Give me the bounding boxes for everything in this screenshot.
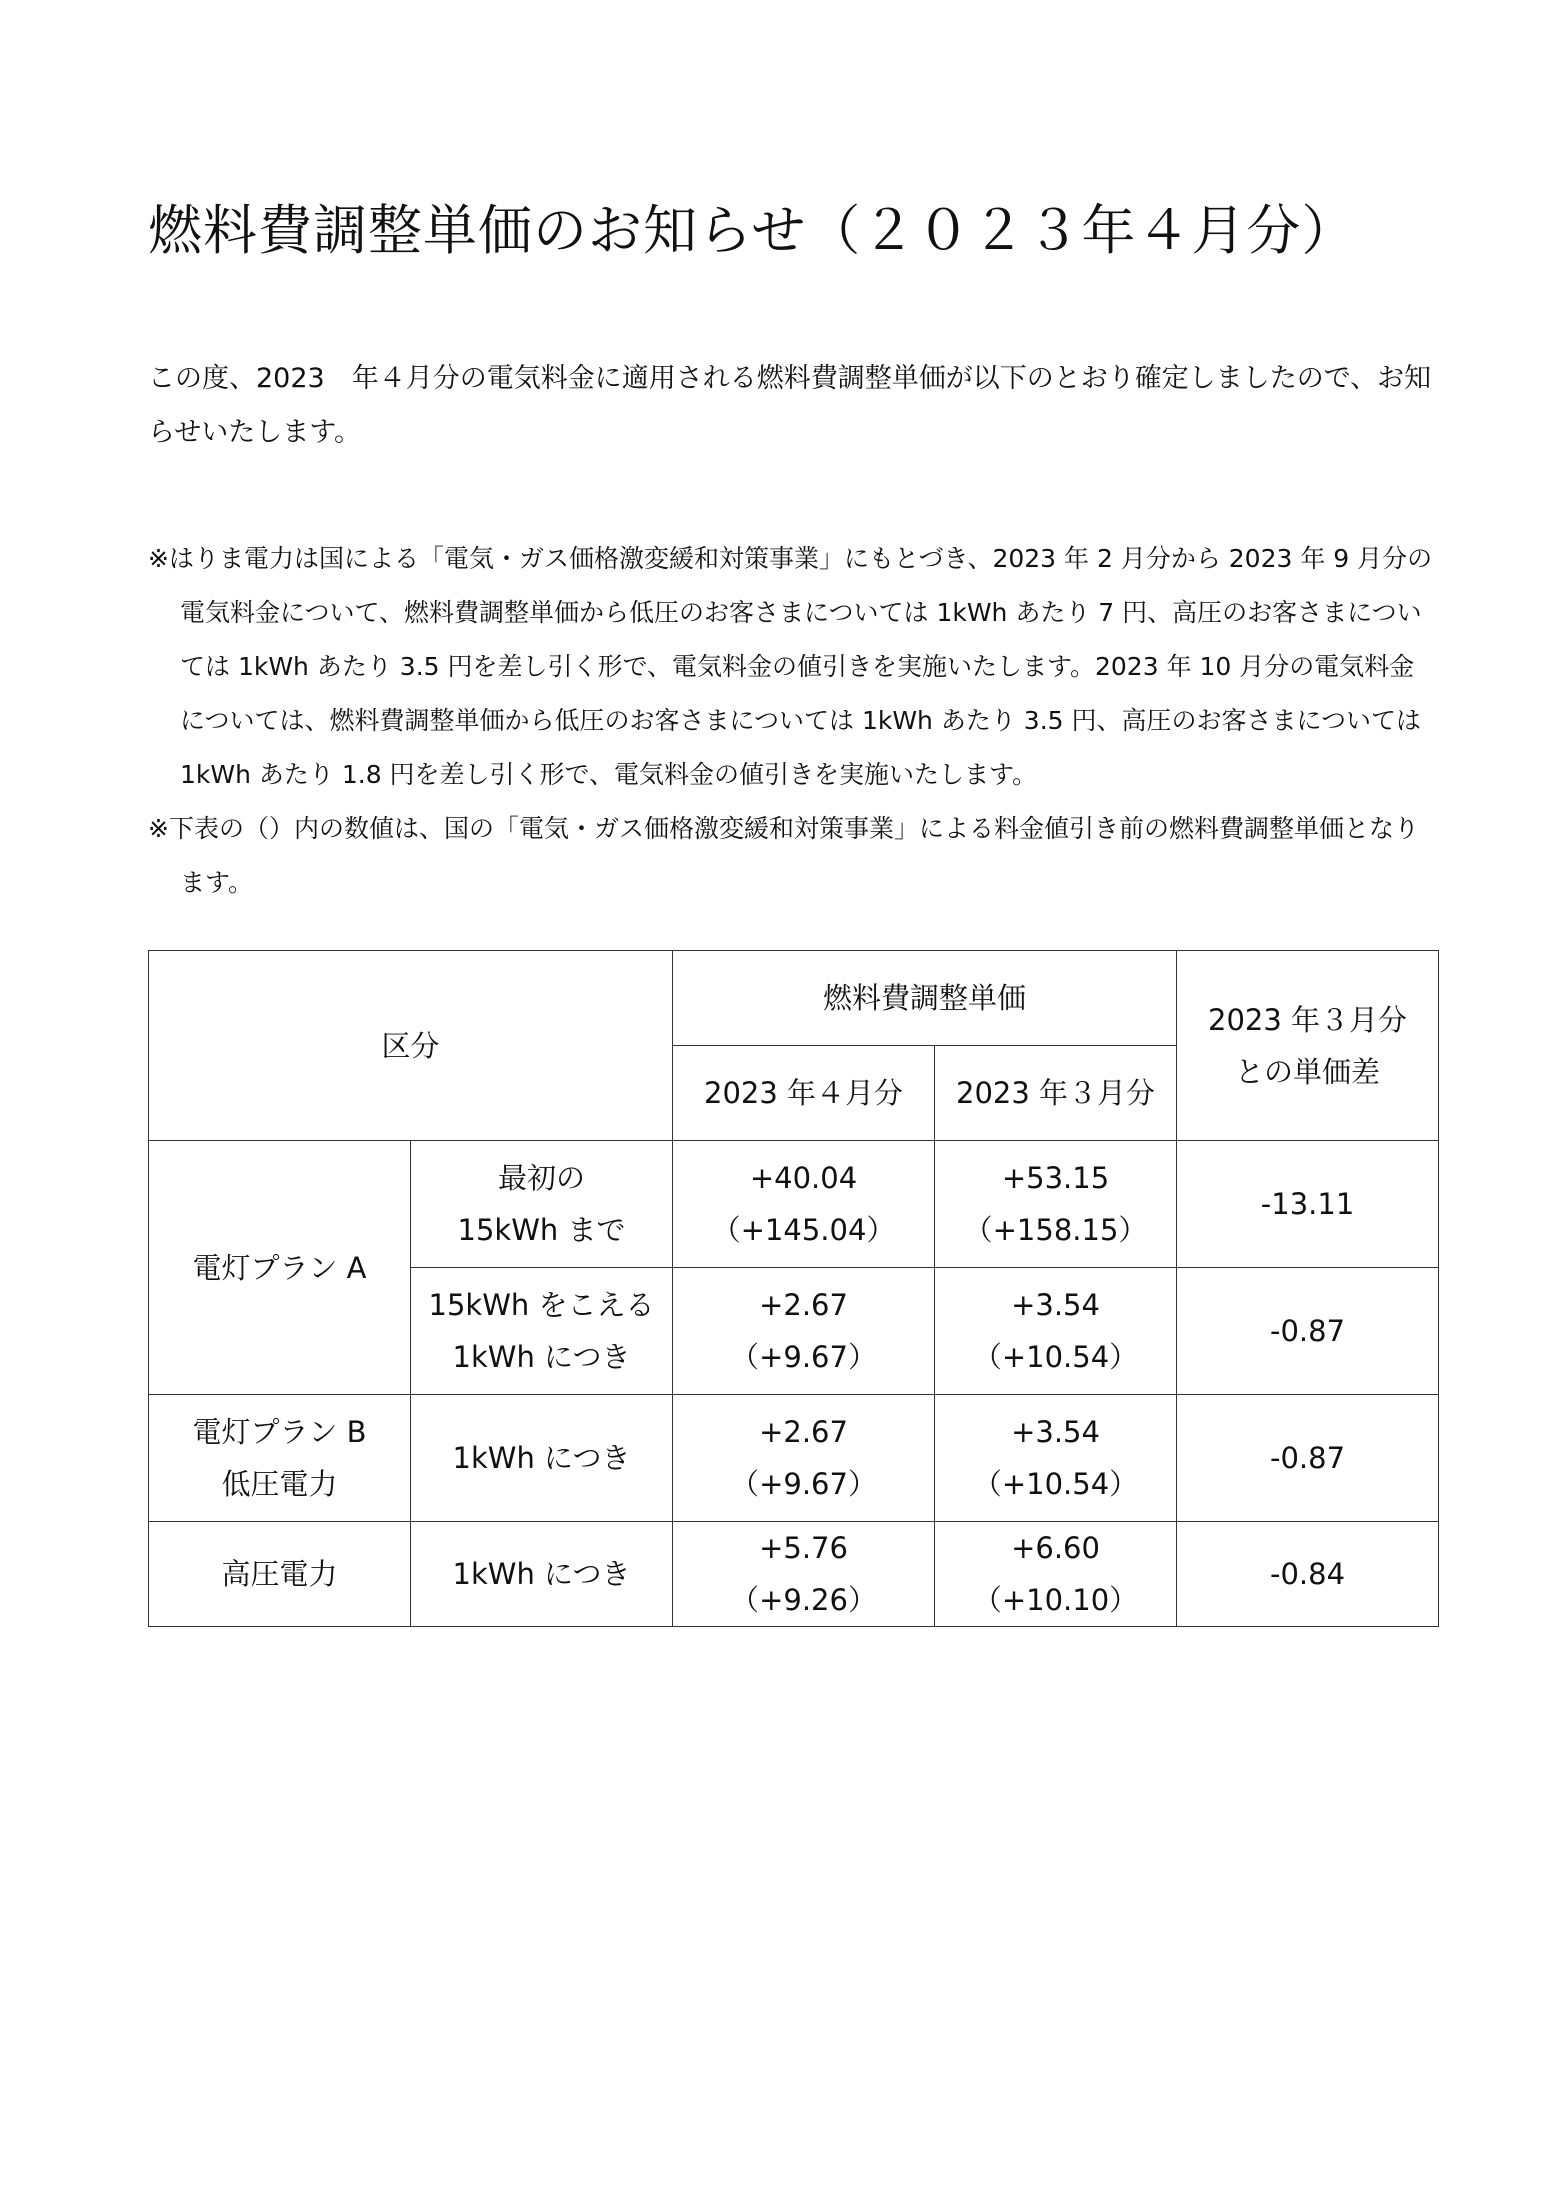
march-price: +6.60 xyxy=(1011,1531,1100,1565)
header-diff-line2: との単価差 xyxy=(1235,1054,1381,1089)
april-price-cell xyxy=(673,1395,935,1522)
march-price-cell xyxy=(935,1522,1177,1627)
april-price: +5.76 xyxy=(759,1531,848,1565)
header-april: 2023 年４月分 xyxy=(673,1046,935,1141)
march-price: +3.54 xyxy=(1011,1415,1100,1449)
april-price-cell xyxy=(673,1268,935,1395)
plan-label-line1: 電灯プラン B xyxy=(192,1415,367,1449)
tier-cell xyxy=(411,1141,673,1268)
fuel-cost-adjustment-table xyxy=(148,950,1439,1627)
april-price-before-discount: （+9.26） xyxy=(730,1583,877,1617)
plan-label-line2: 低圧電力 xyxy=(221,1467,338,1501)
tier-cell: 1kWh につき xyxy=(411,1522,673,1627)
march-price-before-discount: （+10.54） xyxy=(972,1340,1139,1374)
april-price-before-discount: （+9.67） xyxy=(730,1467,877,1501)
march-price-cell xyxy=(935,1268,1177,1395)
price-diff: -0.87 xyxy=(1177,1268,1439,1395)
header-march: 2023 年３月分 xyxy=(935,1046,1177,1141)
note-parentheses: ※下表の（）内の数値は、国の「電気・ガス価格激変緩和対策事業」による料金値引き前の燃料費調整単価となります。 xyxy=(148,814,1419,897)
price-diff: -0.87 xyxy=(1177,1395,1439,1522)
header-unit-price: 燃料費調整単価 xyxy=(673,951,1177,1046)
april-price: +2.67 xyxy=(759,1288,848,1322)
header-diff-line1: 2023 年３月分 xyxy=(1208,1002,1408,1037)
tier-label-line1: 最初の xyxy=(498,1161,586,1195)
april-price-before-discount: （+9.67） xyxy=(730,1340,877,1374)
table-row xyxy=(149,1522,1439,1627)
price-diff: -13.11 xyxy=(1177,1141,1439,1268)
plan-cell: 高圧電力 xyxy=(149,1522,411,1627)
table-row xyxy=(149,1395,1439,1522)
tier-label-line2: 15kWh まで xyxy=(457,1213,626,1247)
april-price-before-discount: （+145.04） xyxy=(711,1213,896,1247)
march-price-cell xyxy=(935,1395,1177,1522)
plan-cell xyxy=(149,1141,411,1395)
plan-label: 電灯プラン A xyxy=(192,1250,367,1285)
march-price: +3.54 xyxy=(1011,1288,1100,1322)
march-price-before-discount: （+10.54） xyxy=(972,1467,1139,1501)
april-price: +40.04 xyxy=(749,1161,858,1195)
tier-label-line2: 1kWh につき xyxy=(452,1340,631,1374)
tier-cell: 1kWh につき xyxy=(411,1395,673,1522)
march-price-before-discount: （+158.15） xyxy=(963,1213,1148,1247)
april-price-cell xyxy=(673,1141,935,1268)
march-price-before-discount: （+10.10） xyxy=(972,1583,1139,1617)
april-price-cell xyxy=(673,1522,935,1627)
price-diff: -0.84 xyxy=(1177,1522,1439,1627)
page-title: 燃料費調整単価のお知らせ（２０２３年４月分） xyxy=(148,199,1357,262)
plan-cell xyxy=(149,1395,411,1522)
header-category: 区分 xyxy=(149,951,673,1141)
april-price: +2.67 xyxy=(759,1415,848,1449)
table-header-row xyxy=(149,951,1439,1046)
tier-cell xyxy=(411,1268,673,1395)
tier-label-line1: 15kWh をこえる xyxy=(428,1288,655,1322)
march-price: +53.15 xyxy=(1001,1161,1110,1195)
intro-paragraph: この度、2023 年４月分の電気料金に適用される燃料費調整単価が以下のとおり確定しましたので、お知らせいたします。 xyxy=(148,363,1432,448)
header-diff xyxy=(1177,951,1439,1141)
table-row xyxy=(149,1141,1439,1268)
march-price-cell xyxy=(935,1141,1177,1268)
notes xyxy=(148,532,1438,910)
note-discount-program: ※はりま電力は国による「電気・ガス価格激変緩和対策事業」にもとづき、2023 年 2 月分から 2023 年 9 月分の電気料金について、燃料費調整単価から低圧のお客さまについては 1kWh あたり 7 円、高圧のお客さまについては 1kWh あたり 3.5 円を差し引く形で、電気料金の値引きを実施いたします。2023 年 10 月分の電気料金については、燃料費調整単価から低圧のお客さまについては 1kWh あたり 3.5 円、高圧のお客さまについては 1kWh あたり 1.8 円を差し引く形で、電気料金の値引きを実施いたします。 xyxy=(148,544,1433,789)
